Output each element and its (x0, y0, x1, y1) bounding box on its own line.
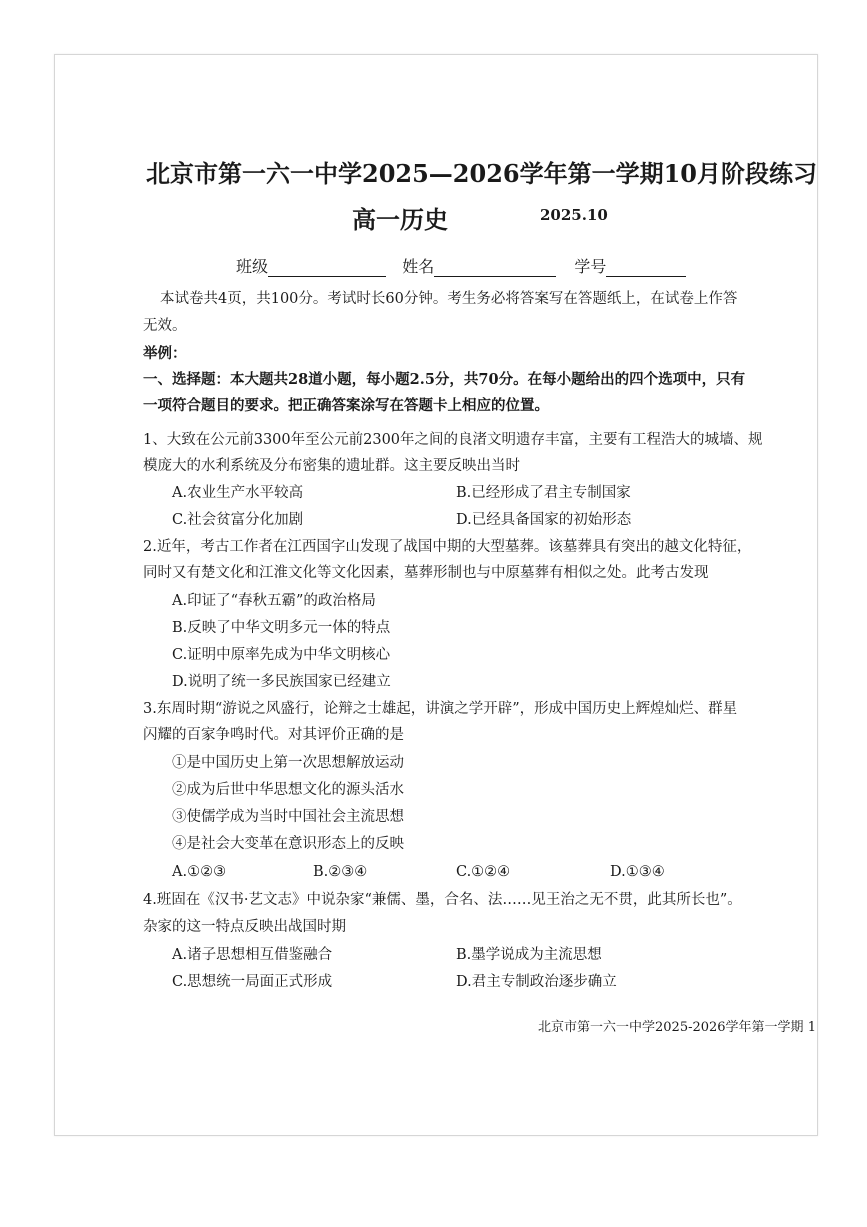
student-info-line (236, 254, 686, 277)
exam-date: 2025.10 (540, 206, 608, 224)
name-blank (434, 260, 556, 277)
q1-option-b: B.已经形成了君主专制国家 (456, 485, 631, 501)
q3-item-3: ③使儒学成为当时中国社会主流思想 (172, 809, 404, 825)
q3-option-d: D.①③④ (610, 864, 665, 880)
example-label: 举例： (143, 345, 187, 362)
q4-option-d: D.君主专制政治逐步确立 (456, 974, 617, 990)
instructions-line2: 无效。 (143, 318, 187, 334)
q2-option-c: C.证明中原率先成为中华文明核心 (172, 647, 391, 663)
q3-item-1: ①是中国历史上第一次思想解放运动 (172, 755, 404, 771)
exam-subject: 高一历史 (352, 205, 448, 234)
q1-option-a: A.农业生产水平较高 (172, 485, 304, 501)
q2-stem-line2: 同时又有楚文化和江淮文化等文化因素，墓葬形制也与中原墓葬有相似之处。此考古发现 (143, 565, 709, 581)
q1-option-d: D.已经具备国家的初始形态 (456, 512, 632, 528)
exam-title: 北京市第一六一中学2025—2026学年第一学期10月阶段练习 (146, 159, 817, 188)
q2-option-a: A.印证了“春秋五霸”的政治格局 (172, 593, 376, 609)
q2-option-d: D.说明了统一多民族国家已经建立 (172, 674, 391, 690)
class-label: 班级 (236, 257, 269, 276)
instructions-line1: 本试卷共4页，共100分。考试时长60分钟。考生务必将答案写在答题纸上，在试卷上作答 (160, 291, 738, 307)
id-label: 学号 (574, 257, 607, 276)
q4-option-c: C.思想统一局面正式形成 (172, 974, 333, 990)
section-heading-line1: 一、选择题：本大题共28道小题，每小题2.5分，共70分。在每小题给出的四个选项中，只有 (143, 371, 746, 388)
q3-option-a: A.①②③ (172, 864, 227, 880)
q4-option-a: A.诸子思想相互借鉴融合 (172, 947, 333, 963)
q1-option-c: C.社会贫富分化加剧 (172, 512, 304, 528)
q3-option-c: C.①②④ (456, 864, 511, 880)
page-footer: 北京市第一六一中学2025-2026学年第一学期 1 (538, 1020, 816, 1035)
q4-stem-line1: 4.班固在《汉书·艺文志》中说杂家“兼儒、墨，合名、法……见王治之无不贯，此其所长也”。 (143, 892, 742, 908)
q2-stem-line1: 2.近年，考古工作者在江西国字山发现了战国中期的大型墓葬。该墓葬具有突出的越文化特征， (143, 539, 752, 555)
id-blank (606, 260, 686, 277)
name-label: 姓名 (402, 257, 435, 276)
class-blank (268, 260, 386, 277)
q3-option-b: B.②③④ (313, 864, 368, 880)
q3-stem-line1: 3.东周时期“游说之风盛行，论辩之士雄起，讲演之学开辟”，形成中国历史上辉煌灿烂、群星 (143, 701, 738, 717)
q3-stem-line2: 闪耀的百家争鸣时代。对其评价正确的是 (143, 727, 404, 743)
q1-stem-line1: 1、大致在公元前3300年至公元前2300年之间的良渚文明遗存丰富，主要有工程浩大的城墙、规 (143, 432, 763, 448)
section-heading-line2: 一项符合题目的要求。把正确答案涂写在答题卡上相应的位置。 (143, 397, 549, 414)
q3-item-2: ②成为后世中华思想文化的源头活水 (172, 782, 404, 798)
q3-item-4: ④是社会大变革在意识形态上的反映 (172, 836, 404, 852)
q4-stem-line2: 杂家的这一特点反映出战国时期 (143, 919, 346, 935)
q1-stem-line2: 模庞大的水利系统及分布密集的遗址群。这主要反映出当时 (143, 458, 520, 474)
q2-option-b: B.反映了中华文明多元一体的特点 (172, 620, 391, 636)
q4-option-b: B.墨学说成为主流思想 (456, 947, 602, 963)
